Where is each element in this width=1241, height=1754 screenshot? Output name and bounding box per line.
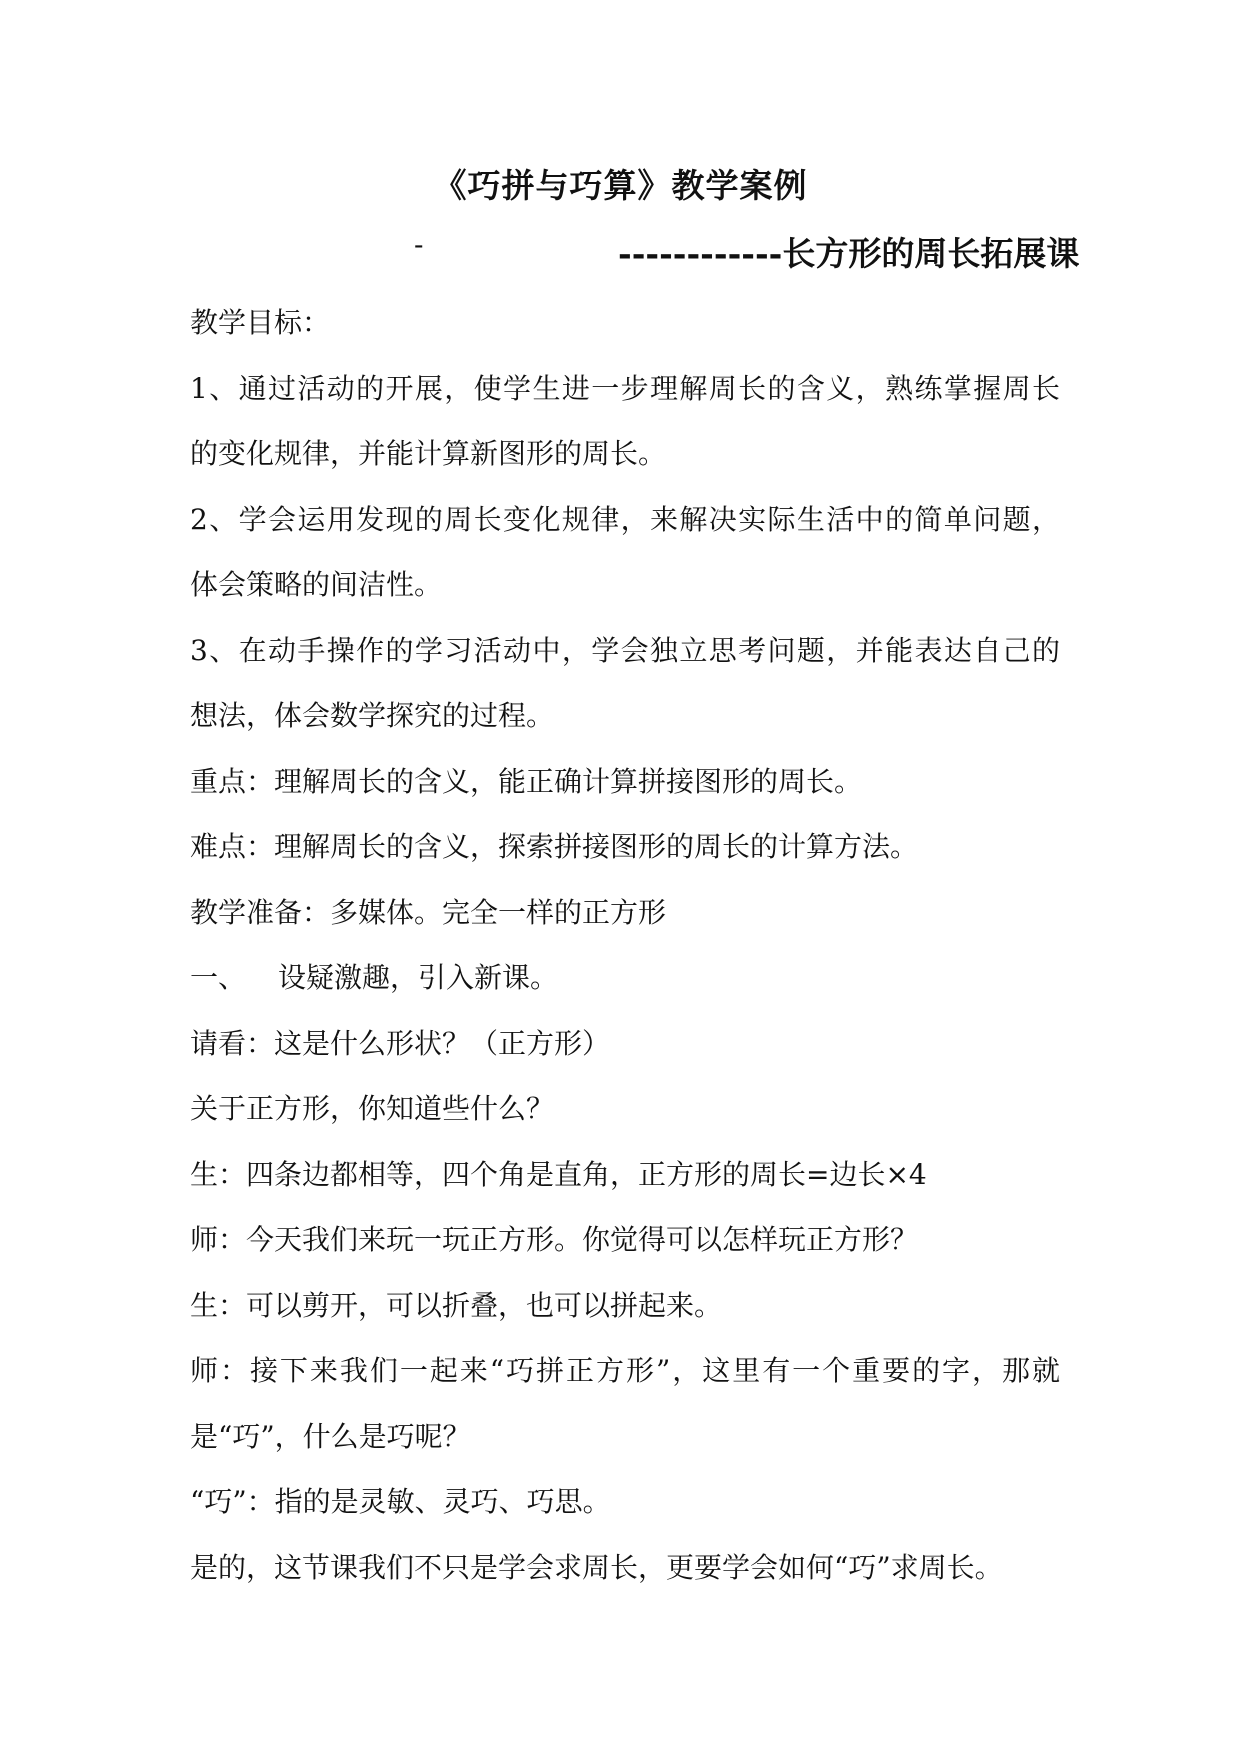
paragraph-line: 体会策略的间洁性。 xyxy=(190,568,443,601)
paragraph-line: 3、在动手操作的学习活动中，学会独立思考问题，并能表达自己的 xyxy=(190,633,1060,667)
paragraph-line: 2、学会运用发现的周长变化规律，来解决实际生活中的简单问题， xyxy=(190,502,1060,536)
paragraph-line: 生：四条边都相等，四个角是直角，正方形的周长=边长×4 xyxy=(190,1157,927,1191)
paragraph-line: 想法，体会数学探究的过程。 xyxy=(190,699,555,732)
section-title: 设疑激趣，引入新课。 xyxy=(278,961,559,994)
paragraph-line: 生：可以剪开，可以折叠，也可以拼起来。 xyxy=(190,1288,723,1322)
paragraph-line: 关于正方形，你知道些什么？ xyxy=(190,1092,555,1125)
paragraph-line: 师：接下来我们一起来“巧拼正方形”，这里有一个重要的字，那就 xyxy=(190,1354,1060,1387)
document-body xyxy=(190,290,1060,1600)
section-heading xyxy=(190,945,1060,1011)
paragraph-line: “巧”：指的是灵敏、灵巧、巧思。 xyxy=(190,1485,611,1518)
paragraph-line: 请看：这是什么形状？（正方形） xyxy=(190,1026,611,1060)
paragraph-line: 难点：理解周长的含义，探索拼接图形的周长的计算方法。 xyxy=(190,830,919,863)
document-title: 《巧拼与巧算》教学案例 xyxy=(433,166,808,205)
paragraph-line: 师：今天我们来玩一玩正方形。你觉得可以怎样玩正方形？ xyxy=(190,1223,919,1256)
subtitle-row xyxy=(0,228,1241,272)
document-subtitle: ------------长方形的周长拓展课 xyxy=(618,234,1080,273)
paragraph-line: 是“巧”，什么是巧呢？ xyxy=(190,1419,471,1453)
paragraph-line: 的变化规律，并能计算新图形的周长。 xyxy=(190,437,667,470)
paragraph-line: 1、通过活动的开展，使学生进一步理解周长的含义，熟练掌握周长 xyxy=(190,371,1060,405)
paragraph-line: 教学准备：多媒体。完全一样的正方形 xyxy=(190,895,667,929)
section-number: 一、 xyxy=(190,961,247,994)
paragraph-line: 重点：理解周长的含义，能正确计算拼接图形的周长。 xyxy=(190,764,863,798)
paragraph-line: 是的，这节课我们不只是学会求周长，更要学会如何“巧”求周长。 xyxy=(190,1550,1003,1584)
subtitle-prefix: - xyxy=(414,228,424,261)
paragraph-line: 教学目标： xyxy=(190,306,331,339)
